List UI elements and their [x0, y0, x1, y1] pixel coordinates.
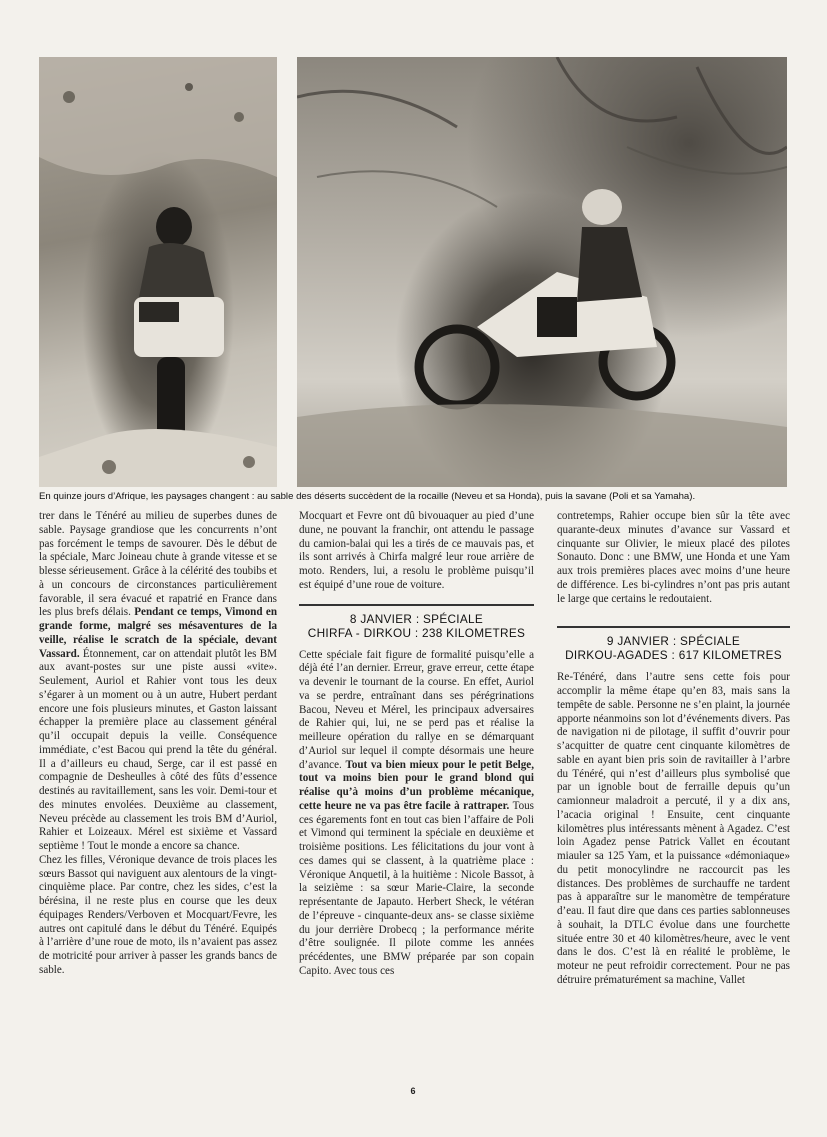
photo-caption: En quinze jours d’Afrique, les paysages changent : au sable des déserts succèdent de la rocaille (Neveu et sa Honda), puis la savane (Poli et sa Yamaha).	[39, 491, 696, 502]
photo-rider-yamaha-savanna	[297, 57, 787, 487]
column2-text-a: Cette spéciale fait figure de formalité puisqu’elle a déjà été l’an dernier. Erreur, grave erreur, cette étape va devenir le tournant de la course. En effet, Auriol va se perdre, entraînant dans ses pérégrinations Bacou, Neveu et Mérel, les principaux adversaires de Rahier qui, lui, ne se perd pas et réalise la meilleure opération du rallye en se démarquant d’Auriol sur lequel il compte désormais une heure d’avance.	[299, 648, 534, 771]
photo-rider-honda-rocks	[39, 57, 277, 487]
column3-paragraph-1: contretemps, Rahier occupe bien sûr la tête avec quarante-deux minutes d’avance sur Vassard et cinquante sur Olivier, le mieux placé des pilotes Sonauto. Donc : une BMW, une Honda et une Yam aux trois premières places avec moins d’une heure de différence. Les bi-cylindres n’ont pas pris autant le large que certains le redoutaient.	[557, 510, 790, 605]
article-column-2	[299, 510, 534, 979]
column2-paragraph-1: Mocquart et Fevre ont dû bivouaquer au pied d’une dune, ne pouvant la franchir, ont attendu le passage du camion-balai qui les a tirés de ce mauvais pas, et ils sont arrivés à Chirfa malgré leur roue arrière de moto. Renders, lui, a resolu le problème puisqu’il est équipé d’une roue de voiture.	[299, 510, 534, 591]
column1-text-a: trer dans le Ténéré au milieu de superbes dunes de sable. Paysage grandiose que les concurrents n’ont pas forcément le temps de savourer. Dès le début de la spéciale, Marc Joineau chute à grande vitesse et se blesse sérieusement. Grâce à la célérité des toubibs et à un concours de circonstances particulièrement favorable, il sera évacué et rapatrié en France dans les plus brefs délais.	[39, 510, 277, 619]
article-column-1	[39, 510, 277, 978]
photo-left-illustration	[39, 57, 277, 487]
column1-text-c: Étonnement, car on attendait plutôt les BM aux avant-postes sur une piste aussi «vite». Seulement, Auriol et Rahier vont tous les deux s’égarer à un moment ou à un autre, Hubert perdant encore une fois plusieurs minutes, et Gaston laissant échapper la première place au classement général qu’il occupait depuis la veille. Conséquence immédiate, c’est Bacou qui prend la tête du général. Il a d’ailleurs eu chaud, Serge, car il est passé en compagnie de Desheulles à côté des fûts d’essence destinés au ravitaillement, sans les voir. Demi-tour et des minutes envolées. Deuxième au classement, Neveu précède au classement les trois BM d’Auriol, Rahier et Loizeaux. Mérel est sixième et Vassard septième ! Tout le monde a encore sa chance.	[39, 647, 277, 852]
column2-paragraph-2	[299, 649, 534, 979]
column1-text-b: Pendant ce temps, Vimond en grande forme, malgré ses mésaventures de la veille, réalise le scratch de la spéciale, devant Vassard.	[39, 606, 277, 660]
heading-line-1: 9 JANVIER : SPÉCIALE	[606, 634, 741, 649]
photo-right-illustration	[297, 57, 787, 487]
column1-paragraph-2: Chez les filles, Véronique devance de trois places les sœurs Bassot qui naviguent aux alentours de la vingt-cinquième place. Par contre, chez les sides, c’est la bérésina, il ne reste plus en course que les deux équipages Renders/Verboven et Mocquart/Fevre, les autres ont capitulé dans le début du Ténéré. Equipés à l’arrière d’une roue de moto, ils n’avaient pas assez de motricité pour arriver à passer les grands bancs de sable.	[39, 853, 277, 976]
section-rule	[299, 604, 534, 606]
section-rule	[557, 626, 790, 628]
column2-text-c: Tous ces égarements font en tout cas bien l’affaire de Poli et Vimond qui terminent la spéciale en deuxième et troisième positions. Les félicitations du jour vont à ces dames qui se classent, à la quatrième place : Véronique Anquetil, à la huitième : Nicole Bassot, à la seizième : sa sœur Marie-Claire, la seconde représentante de Japauto. Herbert Sheck, le vétéran de l’épreuve - cinquante-deux ans- se classe sixième du jour derrière Drobecq ; la performance mérite d’être soulignée. Il pilote comme les années précédentes, une BMW préparée par son copain Capito. Avec tous ces	[299, 799, 534, 977]
column2-text-b: Tout va bien mieux pour le petit Belge, tout va moins bien pour le grand blond qui réalise qu’à moins d’un problème mécanique, cette heure ne va pas être facile à rattraper.	[299, 758, 534, 812]
heading-line-1: 8 JANVIER : SPÉCIALE	[349, 611, 484, 626]
section-heading-9-janvier	[557, 626, 790, 662]
heading-line-2: DIRKOU-AGADES : 617 KILOMETRES	[565, 648, 782, 663]
heading-line-2: CHIRFA - DIRKOU : 238 KILOMETRES	[307, 625, 526, 640]
column1-paragraph-1	[39, 510, 277, 854]
article-column-3	[557, 510, 790, 988]
column3-paragraph-2: Re-Ténéré, dans l’autre sens cette fois pour accomplir la même étape qu’en 83, mais sans la tempête de sable. Personne ne s’en plaint, la journée apporte néanmoins son lot d’événements divers. Pas de navigation ni de pilotage, il suffit d’ouvrir pour s’acquitter de quatre cent cinquante kilomètres de sable en ayant bien pris soin de ravitailler à l’arbre du Ténéré, qui n’est d’ailleurs plus symbolisé que par un ignoble bout de ferraille depuis qu’un camionneur maladroit a percuté, il y a dix ans, l’acacia original ! Ensuite, cent cinquante kilomètres plus intéressants mènent à Agadez. C’est loin Agadez pense Patrick Vallet en écoutant miauler sa 125 Yam, et la puissance «démoniaque» du petit monocylindre ne raccourcit pas les distances. Des problèmes de surchauffe ne tardent pas à apparaître sur le manomètre de température d’eau. Il faut dire que dans ces parties sablonneuses à souhait, la DTLC évolue dans une fourchette située entre 30 et 40 kilomètres/heure, avec le vent dans le dos. C’est là en réalité le problème, le moteur ne peut refroidir correctement. Pour ne pas détruire prématurément sa machine, Vallet	[557, 671, 790, 986]
section-heading-8-janvier	[299, 604, 534, 640]
page-number: 6	[410, 1086, 416, 1096]
